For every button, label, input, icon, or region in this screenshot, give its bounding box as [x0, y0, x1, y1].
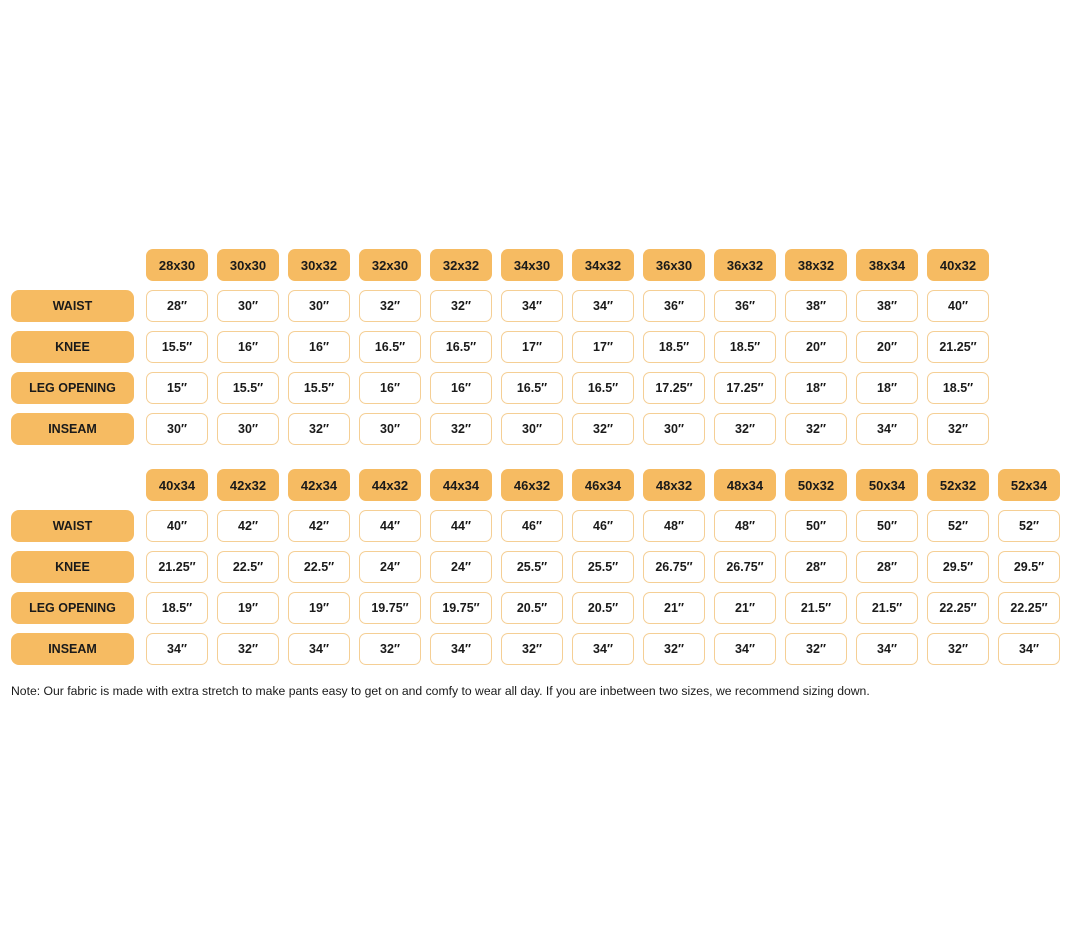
measurement-cell-waist-40x34: 40″	[146, 510, 208, 542]
measurement-cell-inseam-52x32: 32″	[927, 633, 989, 665]
measurement-cell-leg-opening-52x32: 22.25″	[927, 592, 989, 624]
size-header-48x34: 48x34	[714, 469, 776, 501]
measurement-cell-leg-opening-48x34: 21″	[714, 592, 776, 624]
measurement-cell-inseam-50x34: 34″	[856, 633, 918, 665]
measurement-cell-knee-42x32: 22.5″	[217, 551, 279, 583]
measurement-cell-inseam-34x32: 32″	[572, 413, 634, 445]
measurement-cell-waist-52x34: 52″	[998, 510, 1060, 542]
row-label-leg-opening: LEG OPENING	[11, 372, 134, 404]
measurement-cell-leg-opening-38x34: 18″	[856, 372, 918, 404]
measurement-cell-inseam-30x30: 30″	[217, 413, 279, 445]
measurement-cell-inseam-30x32: 32″	[288, 413, 350, 445]
measurement-cell-inseam-34x30: 30″	[501, 413, 563, 445]
measurement-cell-knee-30x30: 16″	[217, 331, 279, 363]
measurement-cell-leg-opening-34x32: 16.5″	[572, 372, 634, 404]
measurement-cell-knee-44x34: 24″	[430, 551, 492, 583]
size-header-30x32: 30x32	[288, 249, 350, 281]
size-header-36x32: 36x32	[714, 249, 776, 281]
measurement-cell-waist-36x32: 36″	[714, 290, 776, 322]
measurement-cell-waist-34x30: 34″	[501, 290, 563, 322]
measurement-cell-waist-30x30: 30″	[217, 290, 279, 322]
measurement-cell-inseam-38x32: 32″	[785, 413, 847, 445]
measurement-cell-knee-36x30: 18.5″	[643, 331, 705, 363]
measurement-cell-waist-38x34: 38″	[856, 290, 918, 322]
measurement-cell-waist-50x32: 50″	[785, 510, 847, 542]
row-label-waist: WAIST	[11, 290, 134, 322]
measurement-cell-leg-opening-32x32: 16″	[430, 372, 492, 404]
size-header-42x34: 42x34	[288, 469, 350, 501]
measurement-cell-inseam-48x32: 32″	[643, 633, 705, 665]
measurement-cell-knee-48x32: 26.75″	[643, 551, 705, 583]
measurement-cell-leg-opening-38x32: 18″	[785, 372, 847, 404]
size-header-46x32: 46x32	[501, 469, 563, 501]
measurement-cell-knee-38x34: 20″	[856, 331, 918, 363]
measurement-cell-knee-44x32: 24″	[359, 551, 421, 583]
measurement-cell-knee-30x32: 16″	[288, 331, 350, 363]
measurement-cell-knee-48x34: 26.75″	[714, 551, 776, 583]
measurement-cell-inseam-32x32: 32″	[430, 413, 492, 445]
size-header-32x32: 32x32	[430, 249, 492, 281]
measurement-cell-waist-40x32: 40″	[927, 290, 989, 322]
measurement-cell-knee-46x32: 25.5″	[501, 551, 563, 583]
size-header-50x34: 50x34	[856, 469, 918, 501]
measurement-cell-waist-50x34: 50″	[856, 510, 918, 542]
measurement-cell-knee-28x30: 15.5″	[146, 331, 208, 363]
measurement-cell-leg-opening-42x34: 19″	[288, 592, 350, 624]
measurement-cell-inseam-32x30: 30″	[359, 413, 421, 445]
measurement-cell-knee-32x32: 16.5″	[430, 331, 492, 363]
measurement-cell-knee-46x34: 25.5″	[572, 551, 634, 583]
size-header-34x30: 34x30	[501, 249, 563, 281]
row-label-inseam: INSEAM	[11, 633, 134, 665]
size-header-44x34: 44x34	[430, 469, 492, 501]
measurement-cell-leg-opening-28x30: 15″	[146, 372, 208, 404]
size-header-38x32: 38x32	[785, 249, 847, 281]
measurement-cell-inseam-38x34: 34″	[856, 413, 918, 445]
size-header-44x32: 44x32	[359, 469, 421, 501]
size-header-42x32: 42x32	[217, 469, 279, 501]
size-header-46x34: 46x34	[572, 469, 634, 501]
measurement-cell-leg-opening-30x32: 15.5″	[288, 372, 350, 404]
measurement-cell-waist-28x30: 28″	[146, 290, 208, 322]
measurement-cell-inseam-50x32: 32″	[785, 633, 847, 665]
size-header-32x30: 32x30	[359, 249, 421, 281]
measurement-cell-leg-opening-36x30: 17.25″	[643, 372, 705, 404]
measurement-cell-knee-50x32: 28″	[785, 551, 847, 583]
measurement-cell-leg-opening-50x34: 21.5″	[856, 592, 918, 624]
measurement-cell-knee-32x30: 16.5″	[359, 331, 421, 363]
measurement-cell-waist-44x32: 44″	[359, 510, 421, 542]
measurement-cell-knee-34x32: 17″	[572, 331, 634, 363]
measurement-cell-leg-opening-42x32: 19″	[217, 592, 279, 624]
row-label-leg-opening: LEG OPENING	[11, 592, 134, 624]
measurement-cell-knee-50x34: 28″	[856, 551, 918, 583]
measurement-cell-waist-42x34: 42″	[288, 510, 350, 542]
measurement-cell-inseam-28x30: 30″	[146, 413, 208, 445]
measurement-cell-inseam-44x32: 32″	[359, 633, 421, 665]
measurement-cell-knee-38x32: 20″	[785, 331, 847, 363]
measurement-cell-knee-40x32: 21.25″	[927, 331, 989, 363]
row-label-knee: KNEE	[11, 331, 134, 363]
row-label-waist: WAIST	[11, 510, 134, 542]
measurement-cell-waist-30x32: 30″	[288, 290, 350, 322]
measurement-cell-knee-36x32: 18.5″	[714, 331, 776, 363]
size-header-30x30: 30x30	[217, 249, 279, 281]
measurement-cell-knee-42x34: 22.5″	[288, 551, 350, 583]
measurement-cell-waist-46x32: 46″	[501, 510, 563, 542]
measurement-cell-waist-36x30: 36″	[643, 290, 705, 322]
measurement-cell-leg-opening-52x34: 22.25″	[998, 592, 1060, 624]
measurement-cell-waist-48x34: 48″	[714, 510, 776, 542]
measurement-cell-inseam-46x34: 34″	[572, 633, 634, 665]
measurement-cell-knee-34x30: 17″	[501, 331, 563, 363]
measurement-cell-leg-opening-36x32: 17.25″	[714, 372, 776, 404]
measurement-cell-inseam-42x34: 34″	[288, 633, 350, 665]
measurement-cell-inseam-52x34: 34″	[998, 633, 1060, 665]
measurement-cell-leg-opening-32x30: 16″	[359, 372, 421, 404]
measurement-cell-waist-32x32: 32″	[430, 290, 492, 322]
measurement-cell-inseam-42x32: 32″	[217, 633, 279, 665]
measurement-cell-knee-40x34: 21.25″	[146, 551, 208, 583]
measurement-cell-leg-opening-44x32: 19.75″	[359, 592, 421, 624]
size-header-52x32: 52x32	[927, 469, 989, 501]
size-header-28x30: 28x30	[146, 249, 208, 281]
measurement-cell-knee-52x34: 29.5″	[998, 551, 1060, 583]
measurement-cell-inseam-36x30: 30″	[643, 413, 705, 445]
size-header-36x30: 36x30	[643, 249, 705, 281]
measurement-cell-inseam-36x32: 32″	[714, 413, 776, 445]
size-header-48x32: 48x32	[643, 469, 705, 501]
measurement-cell-leg-opening-40x34: 18.5″	[146, 592, 208, 624]
measurement-cell-leg-opening-30x30: 15.5″	[217, 372, 279, 404]
size-header-38x34: 38x34	[856, 249, 918, 281]
row-label-knee: KNEE	[11, 551, 134, 583]
measurement-cell-waist-44x34: 44″	[430, 510, 492, 542]
measurement-cell-waist-32x30: 32″	[359, 290, 421, 322]
size-note: Note: Our fabric is made with extra stretch to make pants easy to get on and comfy to wear all day. If you are inbetween two sizes, we recommend sizing down.	[11, 684, 870, 698]
measurement-cell-leg-opening-46x34: 20.5″	[572, 592, 634, 624]
size-header-40x34: 40x34	[146, 469, 208, 501]
measurement-cell-inseam-40x34: 34″	[146, 633, 208, 665]
measurement-cell-waist-38x32: 38″	[785, 290, 847, 322]
size-header-40x32: 40x32	[927, 249, 989, 281]
measurement-cell-inseam-48x34: 34″	[714, 633, 776, 665]
size-header-52x34: 52x34	[998, 469, 1060, 501]
measurement-cell-knee-52x32: 29.5″	[927, 551, 989, 583]
measurement-cell-leg-opening-50x32: 21.5″	[785, 592, 847, 624]
measurement-cell-inseam-46x32: 32″	[501, 633, 563, 665]
measurement-cell-leg-opening-48x32: 21″	[643, 592, 705, 624]
measurement-cell-leg-opening-46x32: 20.5″	[501, 592, 563, 624]
size-header-50x32: 50x32	[785, 469, 847, 501]
measurement-cell-inseam-44x34: 34″	[430, 633, 492, 665]
measurement-cell-waist-42x32: 42″	[217, 510, 279, 542]
measurement-cell-waist-48x32: 48″	[643, 510, 705, 542]
measurement-cell-waist-52x32: 52″	[927, 510, 989, 542]
measurement-cell-leg-opening-34x30: 16.5″	[501, 372, 563, 404]
size-header-34x32: 34x32	[572, 249, 634, 281]
measurement-cell-leg-opening-40x32: 18.5″	[927, 372, 989, 404]
measurement-cell-inseam-40x32: 32″	[927, 413, 989, 445]
measurement-cell-waist-34x32: 34″	[572, 290, 634, 322]
measurement-cell-waist-46x34: 46″	[572, 510, 634, 542]
measurement-cell-leg-opening-44x34: 19.75″	[430, 592, 492, 624]
row-label-inseam: INSEAM	[11, 413, 134, 445]
